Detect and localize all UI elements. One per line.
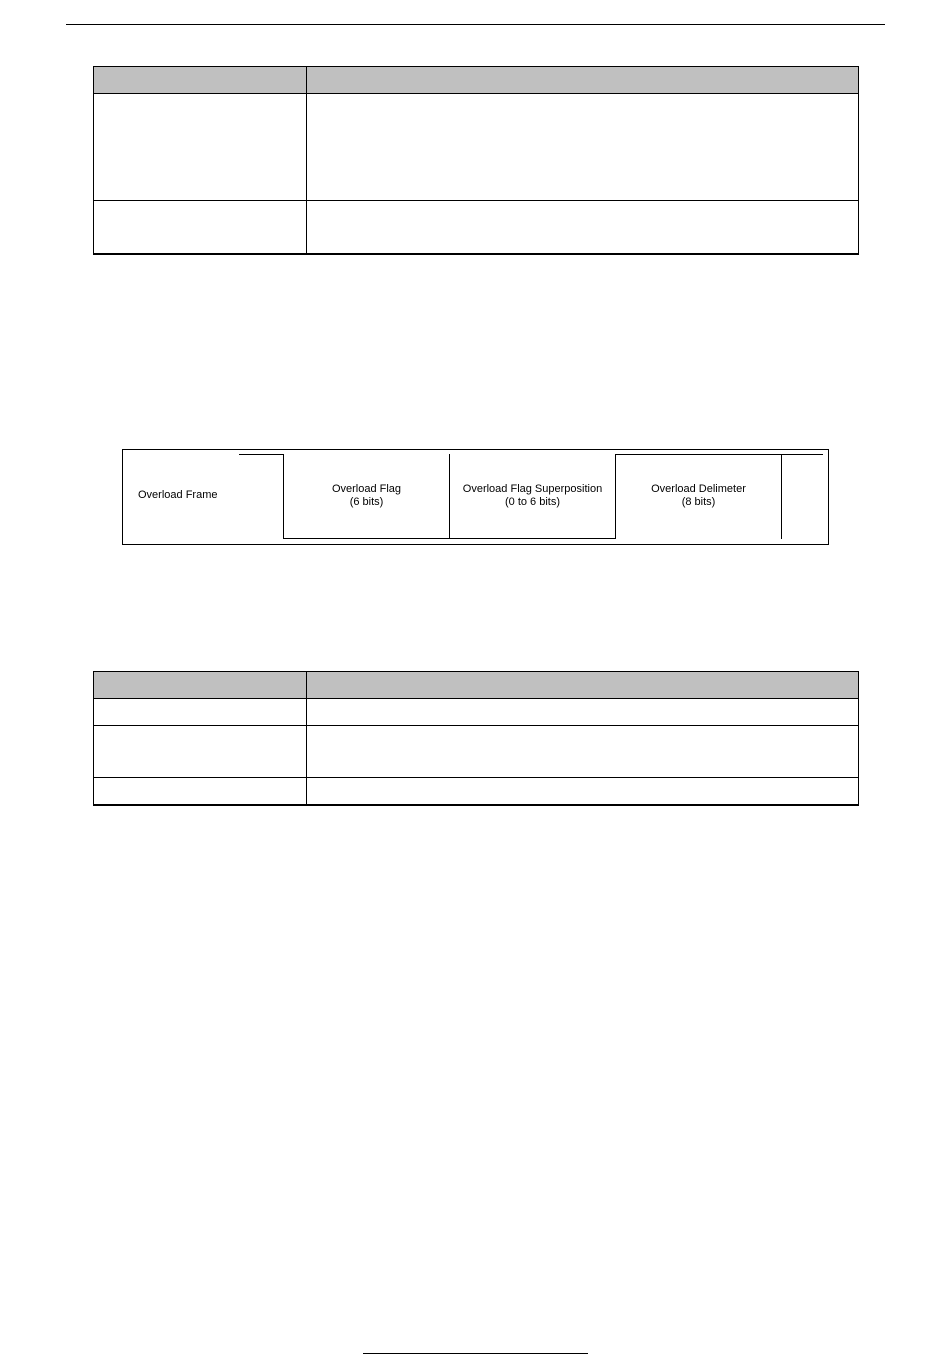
- table-2: [93, 671, 859, 806]
- table-cell: [307, 726, 859, 778]
- table-cell: [307, 94, 859, 201]
- segment-overload-flag: [284, 454, 449, 538]
- table-cell: [307, 699, 859, 726]
- table-header-row: [94, 672, 859, 699]
- segment-size: (8 bits): [681, 496, 716, 508]
- segment-name: Overload Delimeter: [651, 483, 746, 495]
- frame-label: Overload Frame: [138, 489, 218, 501]
- segment-size: (6 bits): [349, 496, 384, 508]
- table-1: [93, 66, 859, 255]
- segment-boundary: [781, 454, 782, 539]
- table-cell: [94, 699, 307, 726]
- table-cell: [307, 778, 859, 805]
- footer-rule: [363, 1353, 588, 1354]
- segment-overload-delimeter: [616, 454, 781, 538]
- table-cell: [94, 726, 307, 778]
- table-header-cell: [307, 67, 859, 94]
- table-cell: [94, 94, 307, 201]
- table-header-cell: [307, 672, 859, 699]
- header-rule: [66, 24, 885, 25]
- table-cell: [307, 201, 859, 254]
- table-header-cell: [94, 672, 307, 699]
- table-cell: [94, 778, 307, 805]
- table-header-row: [94, 67, 859, 94]
- segment-name: Overload Flag Superposition: [462, 483, 603, 495]
- segment-name: Overload Flag: [331, 483, 402, 495]
- table-row: [94, 699, 859, 726]
- table-row: [94, 94, 859, 201]
- bus-high-line: [239, 454, 284, 455]
- table-row: [94, 726, 859, 778]
- segment-size: (0 to 6 bits): [504, 496, 561, 508]
- table-header-cell: [94, 67, 307, 94]
- table-cell: [94, 201, 307, 254]
- table-row: [94, 778, 859, 805]
- table-row: [94, 201, 859, 254]
- segment-overload-flag-superposition: [450, 454, 615, 538]
